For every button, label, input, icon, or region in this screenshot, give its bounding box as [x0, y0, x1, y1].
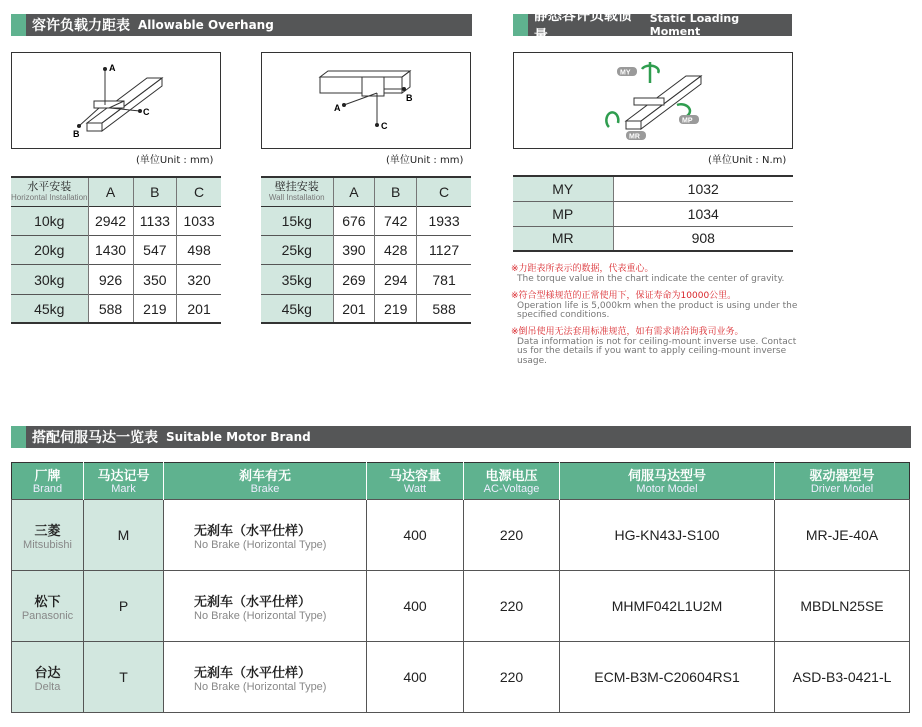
- value-a: 588: [88, 294, 133, 323]
- overhang-title-cn: 容许负载力距表: [32, 18, 130, 34]
- value-b: 219: [133, 294, 177, 323]
- label-a: A: [334, 103, 341, 113]
- table-row: [12, 500, 910, 571]
- value-a: 1430: [88, 236, 133, 265]
- mark-cell: M: [84, 500, 164, 571]
- load-cell: 10kg: [11, 206, 88, 235]
- label-b: B: [73, 129, 80, 139]
- value-b: 547: [133, 236, 177, 265]
- motor-model-header: [560, 463, 775, 500]
- moment-label: MY: [513, 176, 613, 201]
- install-type-header: [261, 177, 333, 206]
- moment-value: 1032: [613, 176, 793, 201]
- table-row: [261, 236, 471, 265]
- note-item: [511, 291, 801, 321]
- horizontal-rail-drawing: [12, 53, 219, 147]
- moment-rail-drawing: [514, 53, 791, 147]
- wall-overhang-table: [261, 176, 471, 324]
- load-cell: 15kg: [261, 206, 333, 235]
- watt-header: [367, 463, 464, 500]
- value-b: 350: [133, 265, 177, 294]
- header-en: Mark: [111, 482, 136, 495]
- moment-label: MR: [513, 226, 613, 251]
- driver-model-cell: MBDLN25SE: [775, 571, 910, 642]
- moment-table: [513, 175, 793, 252]
- table-row: [261, 294, 471, 323]
- brake-header: [164, 463, 367, 500]
- wall-install-diagram: [261, 52, 471, 149]
- brand-cell: [12, 571, 84, 642]
- accent-bar: [513, 14, 528, 36]
- wall-unit-label: (单位Unit : mm): [386, 155, 464, 166]
- table-header-row: [261, 177, 471, 206]
- watt-cell: 400: [367, 642, 464, 713]
- value-a: 676: [333, 206, 375, 235]
- watt-cell: 400: [367, 500, 464, 571]
- table-row: [261, 265, 471, 294]
- value-c: 1933: [428, 212, 460, 229]
- note-cn: ※力距表所表示的数据，代表重心。: [511, 264, 654, 274]
- brand-cn: 松下: [34, 593, 61, 609]
- col-a-header: A: [333, 177, 375, 206]
- voltage-header: [464, 463, 560, 500]
- brake-cn: 无刹车（水平仕样）: [194, 522, 312, 538]
- motor-model-cell: ECM-B3M-C20604RS1: [560, 642, 775, 713]
- header-en: Brand: [32, 482, 63, 495]
- install-type-en: Horizontal Installation: [11, 193, 88, 203]
- brake-en: No Brake (Horizontal Type): [194, 680, 327, 693]
- note-en: The torque value in the chart indicate the center of gravity.: [517, 274, 785, 284]
- install-type-header: [11, 177, 88, 206]
- accent-bar: [11, 426, 26, 448]
- col-c-header: C: [177, 177, 221, 206]
- motor-model-cell: HG-KN43J-S100: [560, 500, 775, 571]
- moment-diagram: [513, 52, 793, 149]
- label-c: C: [143, 107, 150, 117]
- accent-bar: [11, 14, 26, 36]
- brake-cn: 无刹车（水平仕样）: [194, 593, 312, 609]
- brake-cn: 无刹车（水平仕样）: [194, 664, 312, 680]
- value-b: 1133: [133, 206, 177, 235]
- value-c: 498: [187, 242, 211, 259]
- horizontal-unit-label: (单位Unit : mm): [136, 155, 214, 166]
- note-item: [511, 327, 801, 367]
- value-c: 201: [187, 300, 211, 317]
- load-cell: 20kg: [11, 236, 88, 265]
- col-a-header: A: [88, 177, 133, 206]
- motor-brand-table: [11, 462, 910, 713]
- label-mr: MR: [629, 133, 640, 141]
- table-row: [12, 571, 910, 642]
- motor-model-cell: MHMF042L1U2M: [560, 571, 775, 642]
- brake-en: No Brake (Horizontal Type): [194, 538, 327, 551]
- value-a: 2942: [88, 206, 133, 235]
- label-mp: MP: [682, 117, 693, 125]
- value-c: 781: [432, 271, 456, 288]
- table-row: [12, 642, 910, 713]
- moment-title-cn: 静态容许负载惯量: [533, 8, 632, 44]
- install-type-cn: 水平安装: [27, 181, 72, 194]
- value-b: 219: [375, 294, 417, 323]
- brand-header: [12, 463, 84, 500]
- header-cn: 马达记号: [97, 467, 150, 483]
- brand-cn: 三菱: [34, 522, 61, 538]
- table-row: [11, 236, 221, 265]
- header-en: Driver Model: [810, 482, 874, 495]
- header-cn: 电源电压: [485, 467, 538, 483]
- load-cell: 25kg: [261, 236, 333, 265]
- motor-title-cn: 搭配伺服马达一览表: [32, 430, 158, 446]
- brand-en: Delta: [34, 680, 61, 693]
- header-cn: 驱动器型号: [809, 467, 875, 483]
- overhang-title-en: Allowable Overhang: [138, 18, 274, 32]
- note-item: [511, 264, 801, 285]
- note-en: Data information is not for ceiling-mount inverse use. Contact us for the details if you want to apply ceiling-mount inverse usage.: [517, 336, 797, 366]
- driver-model-cell: MR-JE-40A: [775, 500, 910, 571]
- driver-model-header: [775, 463, 910, 500]
- horizontal-overhang-table: [11, 176, 221, 324]
- mark-header: [84, 463, 164, 500]
- moment-unit-label: (单位Unit : N.m): [708, 155, 787, 166]
- voltage-cell: 220: [464, 500, 560, 571]
- install-type-cn: 壁挂安装: [274, 181, 319, 194]
- voltage-cell: 220: [464, 642, 560, 713]
- table-row: [11, 294, 221, 323]
- wall-rail-drawing: [262, 53, 469, 147]
- load-cell: 45kg: [11, 294, 88, 323]
- load-cell: 35kg: [261, 265, 333, 294]
- header-en: Brake: [250, 482, 280, 495]
- overhang-section-header: [11, 14, 472, 36]
- voltage-cell: 220: [464, 571, 560, 642]
- col-c-header: C: [417, 177, 471, 206]
- load-cell: 45kg: [261, 294, 333, 323]
- value-c: 588: [432, 300, 456, 317]
- brake-en: No Brake (Horizontal Type): [194, 609, 327, 622]
- brake-cell: [164, 642, 367, 713]
- table-header-row: [11, 177, 221, 206]
- brand-cell: [12, 642, 84, 713]
- table-row: [513, 226, 793, 251]
- brand-cn: 台达: [34, 664, 61, 680]
- note-cn: ※倒吊使用无法套用标准规范，如有需求请洽询我司业务。: [511, 326, 744, 337]
- table-row: [513, 201, 793, 226]
- header-cn: 马达容量: [388, 467, 441, 483]
- load-cell: 30kg: [11, 265, 88, 294]
- value-b: 294: [375, 265, 417, 294]
- header-en: Motor Model: [636, 482, 698, 495]
- label-a: A: [109, 63, 116, 73]
- brand-en: Mitsubishi: [23, 538, 72, 551]
- value-b: 428: [375, 236, 417, 265]
- header-en: Watt: [403, 482, 427, 495]
- value-c: 320: [187, 271, 211, 288]
- table-row: [11, 206, 221, 235]
- value-b: 742: [375, 206, 417, 235]
- header-cn: 厂牌: [34, 467, 61, 483]
- value-c: 1033: [183, 212, 215, 229]
- value-c: 1127: [429, 242, 460, 259]
- brand-en: Panasonic: [21, 609, 74, 622]
- header-cn: 伺服马达型号: [627, 467, 706, 483]
- moment-title-en: Static Loading Moment: [649, 12, 740, 38]
- table-row: [11, 265, 221, 294]
- watt-cell: 400: [367, 571, 464, 642]
- col-b-header: B: [375, 177, 417, 206]
- value-a: 390: [333, 236, 375, 265]
- mark-cell: P: [84, 571, 164, 642]
- value-a: 926: [88, 265, 133, 294]
- motor-title-en: Suitable Motor Brand: [166, 430, 311, 444]
- label-b: B: [406, 93, 413, 103]
- brake-cell: [164, 500, 367, 571]
- moment-value: 908: [613, 226, 793, 251]
- note-en: Operation life is 5,000km when the product is using under the specified conditions.: [517, 300, 798, 320]
- moment-value: 1034: [613, 201, 793, 226]
- notes-block: [511, 264, 801, 372]
- col-b-header: B: [133, 177, 177, 206]
- install-type-en: Wall Installation: [268, 193, 325, 203]
- label-my: MY: [620, 69, 631, 77]
- mark-cell: T: [84, 642, 164, 713]
- table-row: [261, 206, 471, 235]
- motor-section-header: [11, 426, 911, 448]
- brake-cell: [164, 571, 367, 642]
- value-a: 201: [333, 294, 375, 323]
- driver-model-cell: ASD-B3-0421-L: [775, 642, 910, 713]
- moment-label: MP: [513, 201, 613, 226]
- note-cn: ※符合型様规范的正常使用下，保证寿命为10000公里。: [511, 290, 737, 301]
- table-header-row: [12, 463, 910, 500]
- header-cn: 刹车有无: [238, 467, 291, 483]
- value-a: 269: [333, 265, 375, 294]
- moment-section-header: [513, 8, 792, 44]
- label-c: C: [381, 121, 388, 131]
- table-row: [513, 176, 793, 201]
- horizontal-install-diagram: [11, 52, 221, 149]
- header-en: AC-Voltage: [483, 482, 540, 495]
- brand-cell: [12, 500, 84, 571]
